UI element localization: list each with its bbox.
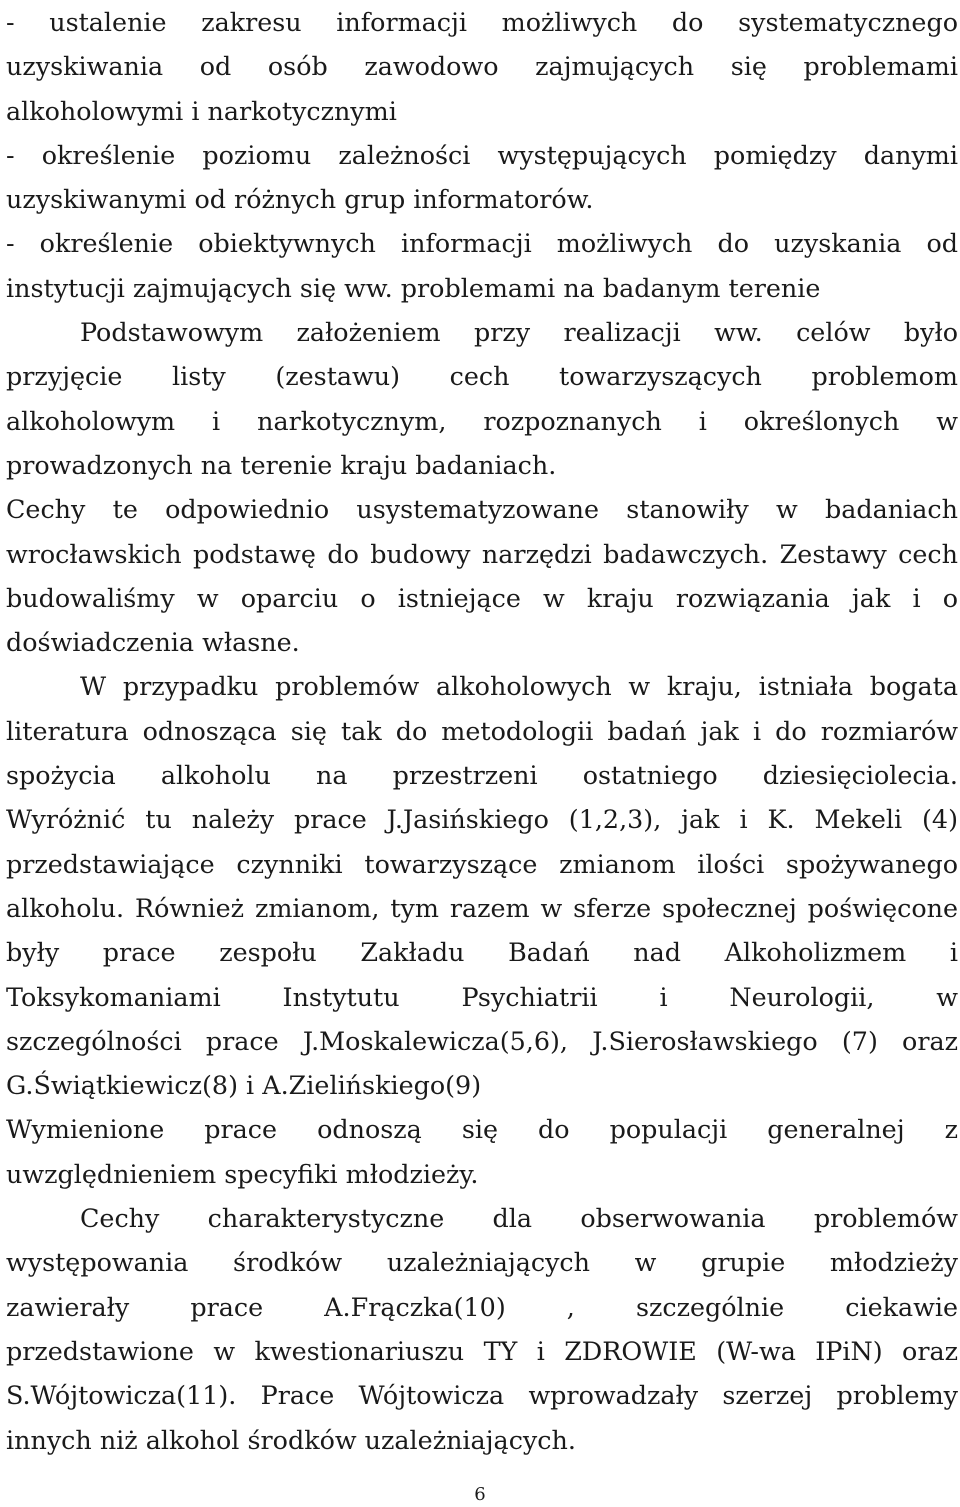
text-line: spożycia alkoholu na przestrzeni ostatniego dziesięciolecia. bbox=[6, 760, 958, 791]
text-line: uwzględnieniem specyfiki młodzieży. bbox=[6, 1158, 479, 1189]
text-line: prowadzonych na terenie kraju badaniach. bbox=[6, 449, 557, 480]
text-line: - określenie obiektywnych informacji możliwych do uzyskania od bbox=[6, 228, 958, 259]
text-line: Cechy charakterystyczne dla obserwowania problemów bbox=[80, 1203, 958, 1234]
text-line: uzyskiwania od osób zawodowo zajmujących się problemami bbox=[6, 51, 958, 82]
text-line: literatura odnosząca się tak do metodologii badań jak i do rozmiarów bbox=[6, 715, 958, 746]
text-line: S.Wójtowicza(11). Prace Wójtowicza wprowadzały szerzej problemy bbox=[6, 1380, 958, 1411]
text-line: doświadczenia własne. bbox=[6, 627, 300, 658]
text-line: szczególności prace J.Moskalewicza(5,6), J.Sierosławskiego (7) oraz bbox=[6, 1025, 958, 1056]
text-line: instytucji zajmujących się ww. problemami na badanym terenie bbox=[6, 272, 821, 303]
text-line: alkoholu. Również zmianom, tym razem w sferze społecznej poświęcone bbox=[6, 892, 958, 923]
text-line: przedstawione w kwestionariuszu TY i ZDROWIE (W-wa IPiN) oraz bbox=[6, 1335, 958, 1366]
text-line: innych niż alkohol środków uzależniających. bbox=[6, 1424, 576, 1455]
text-line: wrocławskich podstawę do budowy narzędzi badawczych. Zestawy cech bbox=[6, 538, 958, 569]
text-line: Wyróżnić tu należy prace J.Jasińskiego (1,2,3), jak i K. Mekeli (4) bbox=[6, 804, 958, 835]
text-line: Podstawowym założeniem przy realizacji ww. celów było bbox=[80, 317, 958, 348]
text-line: - określenie poziomu zależności występujących pomiędzy danymi bbox=[6, 139, 958, 170]
text-line: przedstawiające czynniki towarzyszące zmianom ilości spożywanego bbox=[6, 848, 958, 879]
text-line: Wymienione prace odnoszą się do populacji generalnej z bbox=[6, 1114, 958, 1145]
page-number: 6 bbox=[474, 1484, 486, 1505]
text-line: Toksykomaniami Instytutu Psychiatrii i Neurologii, w bbox=[6, 981, 958, 1012]
text-line: - ustalenie zakresu informacji możliwych do systematycznego bbox=[6, 7, 958, 37]
text-line: W przypadku problemów alkoholowych w kraju, istniała bogata bbox=[80, 671, 958, 702]
text-line: zawierały prace A.Frączka(10) , szczególnie ciekawie bbox=[6, 1291, 958, 1322]
text-line: alkoholowym i narkotycznym, rozpoznanych i określonych w bbox=[6, 405, 958, 436]
document-body bbox=[6, 0, 958, 1462]
text-line: budowaliśmy w oparciu o istniejące w kraju rozwiązania jak i o bbox=[6, 582, 958, 613]
text-line: występowania środków uzależniających w grupie młodzieży bbox=[6, 1247, 958, 1278]
text-line: G.Świątkiewicz(8) i A.Zielińskiego(9) bbox=[6, 1070, 482, 1101]
text-line: przyjęcie listy (zestawu) cech towarzyszących problemom bbox=[6, 361, 958, 392]
text-line: alkoholowymi i narkotycznymi bbox=[6, 95, 397, 126]
text-line: Cechy te odpowiednio usystematyzowane stanowiły w badaniach bbox=[6, 494, 958, 525]
text-line: uzyskiwanymi od różnych grup informatorów. bbox=[6, 184, 594, 215]
text-line: były prace zespołu Zakładu Badań nad Alkoholizmem i bbox=[6, 937, 958, 968]
